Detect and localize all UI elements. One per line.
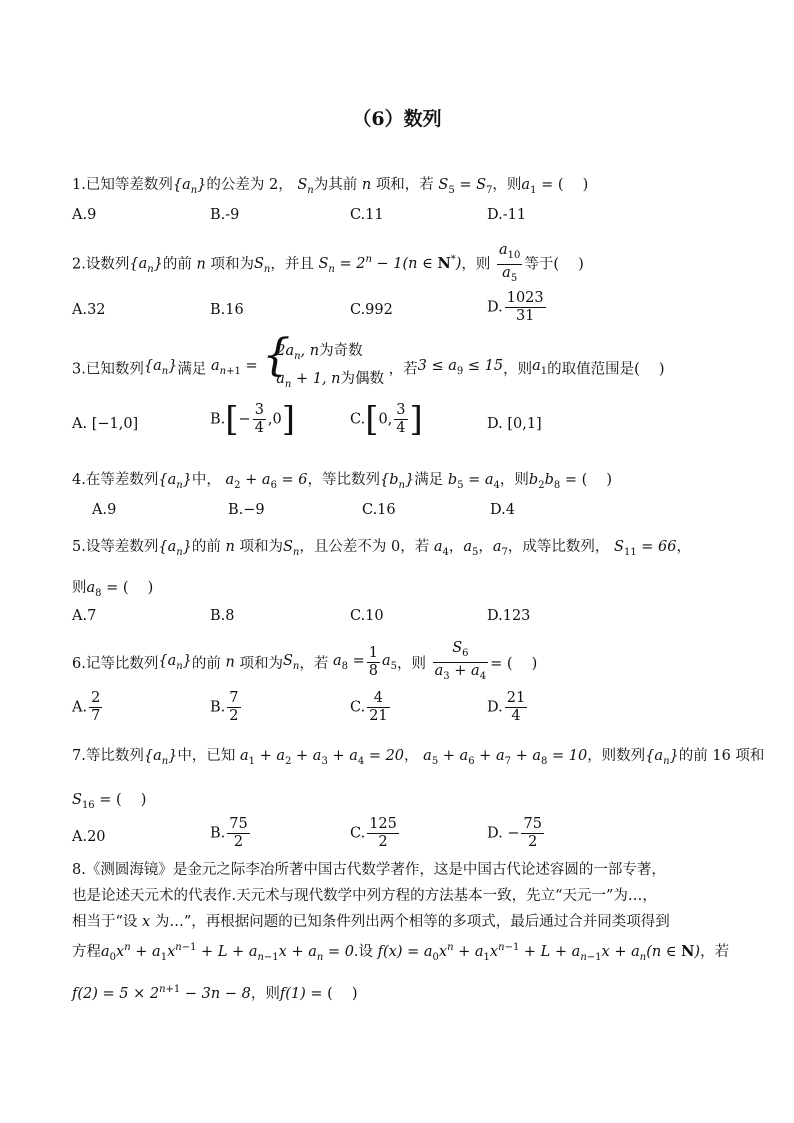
q1-option-d: D.-11 [487, 207, 527, 223]
q5-option-c: C.10 [350, 608, 384, 624]
q3-option-b: B.[− $\frac{3}{4}$ ,0] [210, 399, 296, 440]
q6-option-b: B. $\frac{7}{2}$ [210, 690, 239, 724]
q5-option-a: A.7 [72, 608, 97, 624]
q3-option-a: A. [−1,0] [72, 416, 139, 432]
q1-option-b: B.-9 [210, 207, 240, 223]
question-5: 5.设等差数列$\{a_n\}$的前 n 项和为$S_n$，且公差不为 0，若 $a_4$，$a_5$，$a_7$，成等比数列， $S_{11} = 66$， [72, 539, 692, 558]
q6-option-a: A. $\frac{2}{7}$ [72, 690, 101, 724]
question-8-line-1: 8.《测圆海镜》是金元之际李冶所著中国古代数学著作，这是中国古代论述容圆的一部专著， [72, 862, 666, 878]
q1-option-a: A.9 [72, 207, 97, 223]
q6-fraction: $\frac{S_6}{a_3 + a_4}$ [434, 640, 487, 682]
question-1: 1.已知等差数列$\{a_n\}$的公差为 2， $S_n$为其前 n 项和，若 $S_5 = S_7$，则$a_1$ = ( ) [72, 177, 589, 196]
q5-option-d: D.123 [487, 608, 531, 624]
q7-option-d: D. − $\frac{75}{2}$ [487, 816, 542, 850]
question-6: 6.记等比数列$\{a_n\}$的前 n 项和为$S_n$，若 $a_8$ = $\frac{1}{8}$ $a_5$，则 $\frac{S_6}{a_3 + a_4}$ = ( ) [72, 640, 537, 685]
q3-piecewise: { $2a_n$, n为奇数 $a_n + 1$, n为偶数 [262, 340, 384, 396]
question-7: 7.等比数列$\{a_n\}$中，已知 $a_1 + a_2 + a_3 + a_4 = 20$， $a_5 + a_6 + a_7 + a_8 = 10$，则数列$\{a_n\}$的前 16 项和 [72, 748, 765, 767]
question-2: 2.设数列$\{a_n\}$的前 n 项和为$S_n$，并且 $S_n = 2^n - 1(n$ ∈ N*)，则 $\frac{a_{10}}{a_5}$ 等于( ) [72, 242, 584, 287]
q1-option-c: C.11 [350, 207, 384, 223]
q4-option-c: C.16 [362, 502, 396, 518]
q4-option-d: D.4 [490, 502, 515, 518]
q4-option-b: B.−9 [228, 502, 265, 518]
q2-option-d: D. $\frac{1023}{31}$ [487, 290, 544, 324]
question-8-line-2: 也是论述天元术的代表作.天元术与现代数学中列方程的方法基本一致，先立“天元一”为…， [72, 888, 657, 904]
q7-option-b: B. $\frac{75}{2}$ [210, 816, 248, 850]
q4-option-a: A.9 [92, 502, 117, 518]
q2-fraction: $\frac{a_{10}}{a_5}$ [499, 242, 521, 284]
question-3: 3.已知数列$\{a_n\}$满足 $a_{n+1}$ = { $2a_n$, n为奇数 $a_n + 1$, n为偶数 ，若$3 \le a_9 \le 15$，则$a_1$的取值范围是( ) [72, 340, 665, 396]
q6-option-c: C. $\frac{4}{21}$ [350, 690, 388, 724]
q2-option-c: C.992 [350, 302, 393, 318]
question-5-line-2: 则$a_8$ = ( ) [72, 580, 154, 599]
q7-option-a: A.20 [72, 829, 106, 845]
q6-option-d: D. $\frac{21}{4}$ [487, 690, 526, 724]
question-8-line-3: 相当于“设 x 为…”，再根据问题的已知条件列出两个相等的多项式，最后通过合并同类项得到 [72, 914, 670, 930]
question-8-line-5: $f(2) = 5 \times 2^{n+1} - 3n - 8$，则f(1) = ( ) [72, 984, 358, 1002]
q2-option-b: B.16 [210, 302, 244, 318]
q2-option-a: A.32 [72, 302, 106, 318]
q3-option-c: C.[0, $\frac{3}{4}$ ] [350, 399, 423, 440]
page-title: （6）数列 [352, 108, 442, 130]
q3-option-d: D. [0,1] [487, 416, 542, 432]
question-4: 4.在等差数列$\{a_n\}$中， $a_2 + a_6 = 6$，等比数列$\{b_n\}$满足 $b_5 = a_4$，则$b_2b_8$ = ( ) [72, 472, 613, 491]
q7-option-c: C. $\frac{125}{2}$ [350, 816, 397, 850]
q5-option-b: B.8 [210, 608, 235, 624]
question-8-line-4: 方程$a_0x^n + a_1x^{n-1} + L + a_{n-1}x + a_n = 0$.设 $f(x) = a_0x^n + a_1x^{n-1} + L + a_{n-1}x + a_n(n$ ∈ N)，若 [72, 942, 730, 963]
question-7-line-2: $S_{16}$ = ( ) [72, 792, 147, 811]
